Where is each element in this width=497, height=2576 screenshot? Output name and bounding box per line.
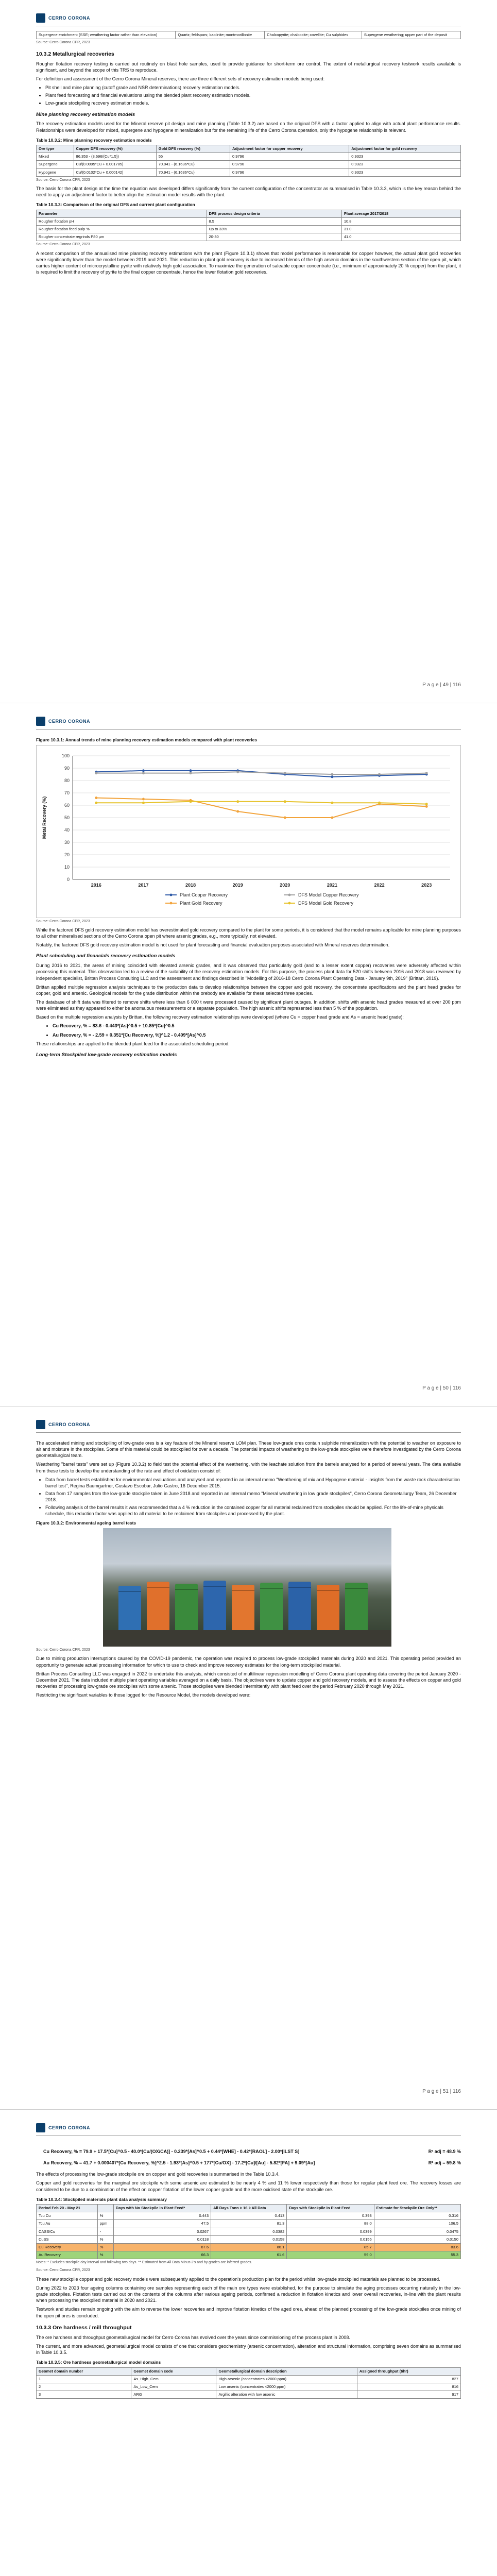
table-cell: 1 [37, 2375, 131, 2383]
table-cell: 31.0 [341, 226, 460, 233]
table-cell: 47.5 [113, 2220, 211, 2228]
formula-list [45, 1023, 461, 1038]
paragraph: The current, and more advanced, geometallurgical model consists of one that considers geochemistry (arsenic concentration), alteration and structural information, comprising seven domains as summarised in Table 10.3.5. [36, 2344, 461, 2355]
table-cell: 0.0118 [113, 2235, 211, 2243]
y-tick-label: 50 [64, 815, 70, 821]
table-cell: Rougher flotation pH [37, 217, 207, 225]
page-number: P a g e | 49 | 116 [422, 682, 461, 688]
y-tick-label: 100 [61, 753, 70, 759]
table-cell: Quartz; feldspars; kaolinite; montmorillonite [176, 31, 265, 39]
ore-hardness-table [36, 2367, 461, 2399]
data-point [142, 798, 145, 801]
page-1-content [36, 31, 461, 278]
barrel-test-photo [103, 1528, 391, 1647]
barrel-drum [345, 1583, 368, 1632]
barrel-drum [147, 1582, 169, 1632]
table-header-row [37, 145, 461, 153]
table-row [37, 161, 461, 168]
y-tick-label: 0 [66, 877, 70, 883]
paragraph: A recent comparison of the annualised mine planning recovery estimations with the plant (Figure 10.3.1) shows that model performance is reasonable for copper however, the actual plant gold recoveries were significantly lower than the model between 2019 and 2021. This reduction in plant gold recovery is due to increased blends of the high arsenic domains in the southwestern section of the open pit, which carries higher content of microcrystalline pyrite with relatively high gold association. To maximize the generation of saleable copper concentrate (i.e., minimum of approximately 20 % copper) from the plant, it is required to limit the recovery of pyrite to the final copper concentrate, hence the lower flotation gold recoveries. [36, 250, 461, 275]
data-point [331, 817, 333, 819]
legend-label: Plant Copper Recovery [180, 892, 228, 898]
mineral-table-continued [36, 31, 461, 39]
table-header-row [37, 210, 461, 217]
data-point [331, 776, 333, 778]
company-logo-icon [36, 717, 45, 726]
table-cell: Low arsenic (concentrates <2000 ppm) [216, 2383, 357, 2391]
page-4 [0, 2110, 497, 2576]
page-2-content [36, 734, 461, 1061]
table-cell: 88.0 [287, 2220, 374, 2228]
au-r2: R² adj = 59.8 % [428, 2160, 461, 2166]
table-cell: 0.0156 [287, 2235, 374, 2243]
table-row [37, 31, 461, 39]
table-cell: 86.1 [211, 2243, 287, 2251]
table-cell: Supergene enrichment (SSE; weathering factor rather than elevation) [37, 31, 176, 39]
table-cell: 0.9323 [349, 153, 461, 161]
y-tick-label: 10 [64, 865, 70, 870]
bullet-list [45, 84, 461, 106]
page-3-content [36, 1437, 461, 1701]
paragraph: Rougher flotation recovery testing is carried out routinely on blast hole samples, used to provide guidance for short-term ore control. The extent of metallurgical recovery testwork results available is significant, and beyond the scope of this TRS to reproduce. [36, 61, 461, 73]
paragraph: For definition and assessment of the Cerro Corona Mineral reserves, there are three different sets of recovery estimation models being used: [36, 76, 325, 82]
column-header: Assigned throughput (t/hr) [357, 2367, 460, 2375]
table-cell: Mixed [37, 153, 74, 161]
column-header: Ore type [37, 145, 74, 153]
column-header [97, 2205, 113, 2212]
paragraph: These new stockpile copper and gold recovery models were subsequently applied to the operation's production plan for the period whilst low-grade stockpiled materials are planned to be processed. [36, 2276, 440, 2282]
table-cell: 2 [37, 2383, 131, 2391]
legend-marker [170, 894, 173, 896]
table-cell: 83.6 [374, 2243, 460, 2251]
table-cell: Argillic alteration with low arsenic [216, 2391, 357, 2399]
table-row [37, 226, 461, 233]
series-line [96, 802, 426, 804]
table-row [37, 2375, 461, 2383]
paragraph: Brittan Process Consulting LLC was engaged in 2022 to undertake this analysis, which consisted of multilinear regression modelling of Cerro Corona plant operating data covering the period January 2020 - December 2021. The data included multiple plant operating variables averaged on a daily basis. The objectives were to update copper and gold recovery models, and to assess the effects on copper and gold recoveries of processing low-grade ore stockpiles with some arsenic. Those stockpiles were blended intermittently with plant feed over the period February 2020 through May 2021. [36, 1671, 461, 1689]
column-header: Adjustment factor for copper recovery [230, 145, 349, 153]
table-cell: 0.393 [287, 2212, 374, 2220]
paragraph: Testwork and studies remain ongoing with the aim to reverse the lower recoveries and improve flotation kinetics of the aged ores, ahead of the planned processing of the low-grade stockpiles once mining of the open pit ores is concluded. [36, 2307, 461, 2318]
barrel-drum [317, 1585, 339, 1632]
figure-source: Source: Cerro Corona CPR, 2023 [36, 1648, 90, 1652]
table-caption: Table 10.3.3: Comparison of the original DFS and current plant configuration [36, 202, 195, 208]
page-3 [0, 1406, 497, 2110]
bullet-list [45, 1477, 461, 1517]
recovery-chart-frame [36, 745, 461, 918]
data-point [190, 801, 192, 803]
table-cell: 70.941 - (6.1636*Cu) [156, 168, 230, 176]
table-header-row [37, 2205, 461, 2212]
legend-label: Plant Gold Recovery [180, 901, 222, 906]
barrel-drum [118, 1586, 141, 1632]
data-point [331, 773, 333, 776]
table-cell: 0.0158 [211, 2235, 287, 2243]
legend-marker [288, 894, 291, 896]
table-source: Source: Cerro Corona CPR, 2023 [36, 178, 90, 182]
column-header: Days with No Stockpile in Plant Feed* [113, 2205, 211, 2212]
paragraph: Notably, the factored DFS gold recovery estimation model is not used for plant forecasting and financial evaluation purposes associated with Mineral reserves determination. [36, 942, 390, 948]
table-cell: % [97, 2251, 113, 2259]
table-cell: % [97, 2235, 113, 2243]
data-point [284, 772, 286, 775]
data-point [425, 803, 428, 806]
cu-r2: R² adj = 48.9 % [428, 2149, 461, 2154]
data-point [236, 771, 239, 773]
stockpile-analysis-table [36, 2204, 461, 2259]
page-header [36, 2121, 90, 2134]
column-header: Geomet domain code [131, 2367, 216, 2375]
y-tick-label: 20 [64, 852, 70, 858]
subsection-heading: Long-term Stockpiled low-grade recovery estimation models [36, 1052, 177, 1058]
x-tick-label: 2017 [138, 883, 149, 888]
table-cell: 87.6 [113, 2243, 211, 2251]
table-cell: Rougher flotation feed pulp % [37, 226, 207, 233]
series-line [96, 798, 426, 818]
column-header: DFS process design criteria [207, 210, 341, 217]
legend-label: DFS Model Copper Recovery [298, 892, 359, 898]
table-cell: As_Low_Cem [131, 2383, 216, 2391]
table-caption: Table 10.3.2: Mine planning recovery estimation models [36, 137, 152, 143]
table-cell: Chalcopyrite; chalcocite; covellite; Cu sulphides [265, 31, 362, 39]
table-cell: 61.6 [211, 2251, 287, 2259]
x-tick-label: 2023 [421, 883, 432, 888]
x-tick-label: 2021 [327, 883, 337, 888]
table-cell: 55 [156, 153, 230, 161]
paragraph: During 2016 to 2021, the areas of mining coincided with elevated arsenic grades, and it was observed that particularly gold (and to a lesser extent copper) recoveries were adversely affected within processing this material. This observation led to a review of the suitability of the recovery estimation models. For this purpose, the process plant data for 520 shifts between 2016 and 2018 was reviewed by independent specialist, Brittan Process Consulting LLC and the assessment and findings described in "Modelling of 2016-18 Cerro Corona Plant Operating Data - January 9th, 2019" (Brittan, 2019). [36, 963, 461, 981]
table-notes: Notes: * Excludes stockpile day interval and following two days. ** Estimated from All Data Minus 2's and by grades are inferred grades. [36, 2261, 252, 2265]
y-axis-label: Metal Recovery (%) [42, 796, 47, 839]
table-cell: As_High_Cem [131, 2375, 216, 2383]
data-point [284, 817, 286, 819]
data-point [331, 802, 333, 804]
data-point [95, 772, 97, 775]
table-row [37, 153, 461, 161]
table-cell: 106.5 [374, 2220, 460, 2228]
series-line [96, 771, 426, 777]
table-cell: Hypogene [37, 168, 74, 176]
section-heading: 10.3.3 Ore hardness / mill throughput [36, 2324, 132, 2331]
table-row [37, 2220, 461, 2228]
table-cell: 917 [357, 2391, 460, 2399]
mine-planning-table [36, 145, 461, 177]
table-cell: ARG [131, 2391, 216, 2399]
barrel-drum [203, 1581, 226, 1632]
table-row-highlighted [37, 2243, 461, 2251]
paragraph: Weathering "barrel tests" were set up (Figure 10.3.2) to field test the potential effect of the weathering, with the leachate solution from the barrels analysed for a period of several years. The data available from these tests to develop the understanding of the rate and effect of oxidation consist of: [36, 1462, 461, 1473]
series-line [96, 772, 426, 775]
table-cell: 41.0 [341, 233, 460, 241]
list-item: • Low-grade stockpiling recovery estimation models. [45, 100, 461, 106]
table-row [37, 2228, 461, 2235]
table-row [37, 217, 461, 225]
table-cell: 0.9323 [349, 161, 461, 168]
logo-text: CERRO CORONA [48, 15, 91, 21]
paragraph: Restricting the significant variables to those logged for the Resource Model, the models developed were: [36, 1692, 251, 1698]
table-row [37, 233, 461, 241]
table-cell: % [97, 2212, 113, 2220]
cu-recovery-formula: • Cu Recovery, % = 83.6 - 0.443*[As]^0.5 + 10.85*[Cu]^0.5 [53, 1023, 461, 1029]
table-caption: Table 10.3.5: Ore hardness geometallurgical model domains [36, 2360, 161, 2365]
table-cell: 0.443 [113, 2212, 211, 2220]
paragraph: Copper and gold recoveries for the marginal ore stockpile with some arsenic are estimated to be nearly 4 % and 11 % lower respectively than those for regular plant feed ore. The recovery losses are considered to be due to a combination of the effect on copper flotation of the lower copper grade and the more oxidised state of the stockpile ore. [36, 2180, 461, 2192]
paragraph: Based on the multiple regression analysis by Brittan, the following recovery estimation relationships were developed (where Cu = copper head grade and As = arsenic head grade): [36, 1014, 404, 1020]
page-number: P a g e | 51 | 116 [422, 2088, 461, 2094]
table-cell: 0.0399 [287, 2228, 374, 2235]
x-tick-label: 2019 [232, 883, 243, 888]
table-cell: 85.7 [287, 2243, 374, 2251]
table-row-highlighted [37, 2251, 461, 2259]
header-rule [36, 729, 461, 730]
paragraph: The database of shift data was filtered to remove shifts where less than 6 000 t were processed caused by significant plant outages. In addition, shifts with arsenic head grades measured at over 200 ppm were eliminated as they appeared to either be anomalous measurements or a separate population. The high arsenic shifts represented less than 5 % of the population. [36, 999, 461, 1011]
table-cell: - [97, 2228, 113, 2235]
paragraph: The accelerated mining and stockpiling of low-grade ores is a key feature of the Mineral reserve LOM plan. These low-grade ores contain sulphide mineralization with the potential to weather on exposure to air and moisture in the stockpiles. Some of this material could be stockpiled for over a decade. The potential impacts of weathering to the low-grade stockpiles were therefore investigated by the Cerro Corona geometallurgical team. [36, 1440, 461, 1459]
data-point [95, 797, 97, 800]
table-cell: 0.413 [211, 2212, 287, 2220]
table-cell: Cu/(0.0102*Cu + 0.000142) [74, 168, 156, 176]
legend-marker [170, 902, 173, 905]
column-header: Adjustment factor for gold recovery [349, 145, 461, 153]
section-heading: 10.3.2 Metallurgical recoveries [36, 50, 114, 57]
table-cell: Up to 33% [207, 226, 341, 233]
table-cell: 8.5 [207, 217, 341, 225]
list-item: • Plant feed forecasting and financial evaluations using the blended plant recovery estimation models. [45, 92, 461, 98]
list-item: • Following analysis of the barrel results it was recommended that a 4 % reduction in the contained copper for all material reclaimed from stockpiles should be applied. For the life-of-mine physicals schedule, this reduction factor was applied to all material to be reclaimed from stockpiles and processed by the plant. [45, 1504, 461, 1517]
y-tick-label: 30 [64, 840, 70, 845]
table-cell: 70.941 - (6.1636*Cu) [156, 161, 230, 168]
au-recovery-formula: • Au Recovery, % = - 2.59 + 0.351*[Cu Recovery, %]^1.2 - 0.409*[As]^0.5 [53, 1032, 461, 1038]
logo-text: CERRO CORONA [48, 718, 91, 724]
au-formula-row [36, 2157, 461, 2168]
list-item: • Pit shell and mine planning (cutoff grade and NSR determinations) recovery estimation models. [45, 84, 461, 91]
company-logo-icon [36, 1420, 45, 1429]
column-header: Days with Stockpile in Plant Feed [287, 2205, 374, 2212]
page-header [36, 715, 90, 728]
table-cell: 66.3 [113, 2251, 211, 2259]
table-cell: Rougher concentrate regrinds P80 µm [37, 233, 207, 241]
table-cell: Supergene weathering; upper part of the deposit [362, 31, 460, 39]
table-row [37, 2391, 461, 2399]
column-header: Geomet domain number [37, 2367, 131, 2375]
table-row [37, 2212, 461, 2220]
paragraph: During 2022 to 2023 four ageing columns containing ore samples representing each of the main ore types were established, for the purpose to simulate the aging processes occurring naturally in the low-grade stockpiles. Flotation tests carried out on the contents of the columns after various ageing periods, confirmed a reduction in flotation kinetics and lower overall recoveries, in-line with the plant results when processing the stockpiled material in 2020 and 2021. [36, 2285, 461, 2303]
column-header: Estimate for Stockpile Ore Only** [374, 2205, 460, 2212]
table-cell: 59.0 [287, 2251, 374, 2259]
table-caption: Table 10.3.4: Stockpiled materials plant data analysis summary [36, 2196, 167, 2202]
data-point [95, 802, 97, 804]
cu-formula-row [36, 2146, 461, 2157]
list-item: • Data from barrel tests established for environmental evaluations and analysed and reported in an internal memo "Weathering of mix and Hypogene material - insights from the waste rock characterisation barrel test", Regina Baumgartner, Gustavo Escobar, Julio Castro, 16 December 2015. [45, 1477, 461, 1489]
figure-caption: Figure 10.3.2: Environmental ageing barrel tests [36, 1520, 136, 1526]
table-cell: 20-30 [207, 233, 341, 241]
y-tick-label: 40 [64, 827, 70, 833]
column-header: Geometallurgical domain description [216, 2367, 357, 2375]
table-cell: Cu/(0.0095*Cu + 0.001785) [74, 161, 156, 168]
page-number: P a g e | 50 | 116 [422, 1385, 461, 1391]
table-cell: 0.9796 [230, 161, 349, 168]
paragraph: The basis for the plant design at the time the equation was developed differs significantly from the current configuration of the concentrator as summarised in Table 10.3.3, which is the key reason behind the need to apply an adjustment factor to better align the estimation model results with the plant. [36, 186, 461, 198]
table-cell: 0.9796 [230, 153, 349, 161]
data-point [425, 772, 428, 775]
logo-text: CERRO CORONA [48, 2125, 91, 2130]
legend-label: DFS Model Gold Recovery [298, 901, 354, 906]
table-cell: 0.0267 [113, 2228, 211, 2235]
table-cell: 0.316 [374, 2212, 460, 2220]
table-row [37, 2383, 461, 2391]
paragraph: The recovery estimation models used for the Mineral reserve pit design and mine planning (Table 10.3.2) are based on the original DFS with a factor applied to align with actual plant performance results. Relationships were developed for mixed, supergene and hypogene mineralization but for the remaining life of the Cerro Corona operation, only the hypogene relationship is relevant. [36, 121, 461, 133]
data-point [142, 772, 145, 775]
table-source: Source: Cerro Corona CPR, 2023 [36, 41, 90, 45]
company-logo-icon [36, 13, 45, 23]
table-source: Source: Cerro Corona CPR, 2023 [36, 243, 90, 247]
page-header [36, 1418, 90, 1431]
data-point [142, 770, 145, 772]
stockpile-au-formula: Au Recovery, % = 41.7 + 0.000407*[Cu Recovery, %]^2.5 - 1.93*[As]^0.5 + 177*[Cu/OX] - 17.2*[Cu]/[Au] - 5.82*[FA] + 9.09*[Au] [43, 2160, 315, 2166]
y-tick-label: 60 [64, 803, 70, 808]
table-cell: CASS/Cu [37, 2228, 98, 2235]
table-cell: Au Recovery [37, 2251, 98, 2259]
data-point [142, 802, 145, 804]
plant-config-table [36, 210, 461, 242]
table-cell: 86.353 - (3.696/(Cu*1.5)) [74, 153, 156, 161]
table-cell: Supergene [37, 161, 74, 168]
table-cell: 55.3 [374, 2251, 460, 2259]
paragraph: The ore hardness and throughput geometallurgical model for Cerro Corona has evolved over the years since commissioning of the process plant in 2008. [36, 2334, 350, 2340]
data-point [190, 770, 192, 772]
table-cell: Tcu Au [37, 2220, 98, 2228]
page-1 [0, 0, 497, 703]
table-cell: Tcu Cu [37, 2212, 98, 2220]
table-row [37, 168, 461, 176]
data-point [284, 801, 286, 803]
legend-marker [288, 902, 291, 905]
column-header: Period Feb 20 - May 21 [37, 2205, 98, 2212]
stockpile-cu-formula: Cu Recovery, % = 79.9 + 17.5*[Cu]^0.5 - 40.0*[Cu/(OX/CA)] - 0.239*[As]^0.5 + 0.44*[WHE] - 0.42*[RAOL] - 2.00*[ILST S] [43, 2149, 300, 2154]
data-point [378, 773, 381, 776]
table-header-row [37, 2367, 461, 2375]
table-cell: High arsenic (concentrates >2000 ppm) [216, 2375, 357, 2383]
barrel-drum [288, 1582, 311, 1632]
x-tick-label: 2018 [185, 883, 196, 888]
table-cell: 0.9323 [349, 168, 461, 176]
y-tick-label: 90 [64, 766, 70, 771]
data-point [236, 801, 239, 803]
barrel-drum [232, 1585, 254, 1632]
table-cell: 3 [37, 2391, 131, 2399]
column-header: Copper DFS recovery (%) [74, 145, 156, 153]
table-cell: 81.3 [211, 2220, 287, 2228]
x-tick-label: 2016 [91, 883, 101, 888]
table-cell: 816 [357, 2383, 460, 2391]
photo-ground [103, 1630, 391, 1647]
subsection-heading: Mine planning recovery estimation models [36, 111, 135, 117]
logo-text: CERRO CORONA [48, 1421, 91, 1427]
data-point [236, 810, 239, 813]
page-4-content [36, 2141, 461, 2399]
table-cell: 0.0382 [211, 2228, 287, 2235]
data-point [425, 805, 428, 808]
paragraph: Brittan applied multiple regression analysis techniques to the production data to develop relationships between the copper and gold recovery, the concentrate specifications and the plant head grades for copper, gold and arsenic. Geological models for the grade distribution within the orebody are available for these selected three species. [36, 984, 461, 996]
paragraph: While the factored DFS gold recovery estimation model has overestimated gold recovery compared to the plant for some periods, it is considered that the model remains applicable for mine planning purposes to all other mineralised sections of the Cerro Corona open pit where arsenic grades, e.g., more typically, not elevated. [36, 927, 461, 939]
paragraph: The effects of processing the low-grade stockpile ore on copper and gold recoveries is summarised in the Table 10.3.4. [36, 2172, 280, 2177]
table-source: Source: Cerro Corona CPR, 2023 [36, 2268, 90, 2273]
table-cell: 0.9796 [230, 168, 349, 176]
page-header [36, 11, 90, 25]
table-cell: 10.8 [341, 217, 460, 225]
table-cell: CuSS [37, 2235, 98, 2243]
subsection-heading: Plant scheduling and financials recovery estimation models [36, 953, 176, 959]
y-tick-label: 70 [64, 790, 70, 796]
table-cell: Cu Recovery [37, 2243, 98, 2251]
column-header: All Days Tonn > 16 k All Data [211, 2205, 287, 2212]
table-row [37, 2235, 461, 2243]
figure-caption: Figure 10.3.1: Annual trends of mine planning recovery estimation models compared with plant recoveries [36, 737, 258, 742]
data-point [378, 802, 381, 804]
page-2 [0, 703, 497, 1406]
paragraph: These relationships are applied to the blended plant feed for the associated scheduling period. [36, 1041, 230, 1046]
figure-source: Source: Cerro Corona CPR, 2023 [36, 919, 90, 923]
paragraph: Due to mining production interruptions caused by the COVID-19 pandemic, the operation was required to process low-grade stockpiled materials during 2020 and 2021. This operating period provided an opportunity to generate actual processing information for which to use to check and improve recovery estimates for the long-term stockpiled material. [36, 1656, 461, 1668]
table-cell: 827 [357, 2375, 460, 2383]
barrel-drum [175, 1584, 198, 1632]
table-cell: % [97, 2243, 113, 2251]
x-tick-label: 2020 [280, 883, 290, 888]
table-cell: ppm [97, 2220, 113, 2228]
company-logo-icon [36, 2123, 45, 2132]
recovery-trend-chart [37, 745, 460, 916]
column-header: Parameter [37, 210, 207, 217]
x-tick-label: 2022 [374, 883, 385, 888]
list-item: • Data from 17 samples from the low-grade stockpile taken in June 2018 and reported in an internal memo "Mineral weathering in low grade stockpiles", Cerro Corona Geometallurgy Team, 26 December 2018. [45, 1490, 461, 1503]
barrel-drum [260, 1583, 283, 1632]
y-tick-label: 80 [64, 778, 70, 784]
column-header: Plant average 2017/2018 [341, 210, 460, 217]
table-cell: 0.0150 [374, 2235, 460, 2243]
column-header: Gold DFS recovery (%) [156, 145, 230, 153]
data-point [190, 772, 192, 775]
header-rule [36, 1432, 461, 1433]
table-cell: 0.0475 [374, 2228, 460, 2235]
